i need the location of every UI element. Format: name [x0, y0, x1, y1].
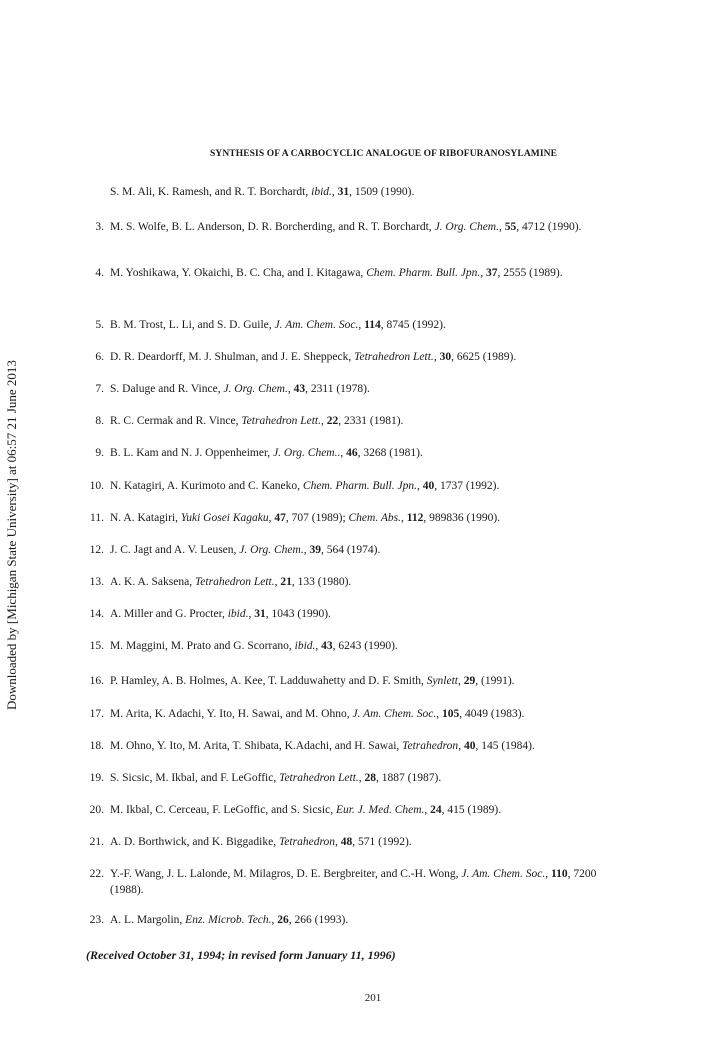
reference-text — [110, 219, 604, 235]
reference-number: 9. — [95, 447, 104, 459]
reference-number: 6. — [95, 351, 104, 363]
reference-number: 20. — [89, 804, 104, 816]
page-number: 201 — [364, 992, 382, 1004]
volume-number: 24 — [430, 804, 442, 816]
citation-text: , 8745 (1992). — [380, 319, 446, 331]
citation-text: , 4712 (1990). — [516, 221, 582, 233]
citation-text: , — [401, 512, 407, 524]
journal-name: Synlett — [426, 675, 458, 687]
volume-number: 37 — [485, 267, 498, 279]
reference-item — [84, 349, 604, 365]
volume-number: 30 — [439, 351, 452, 363]
reference-text — [110, 413, 604, 429]
citation-text: , 2331 (1981). — [338, 415, 404, 427]
reference-text — [110, 317, 604, 333]
citation-text: , 2311 (1978). — [305, 383, 370, 395]
volume-number: 28 — [364, 772, 377, 784]
reference-item — [84, 912, 604, 928]
citation-text: , 3268 (1981). — [357, 447, 423, 459]
reference-item — [84, 738, 604, 754]
reference-number: 15. — [89, 640, 104, 652]
reference-item — [84, 219, 604, 235]
reference-text — [110, 478, 604, 494]
journal-name: Tetrahedron Lett. — [194, 576, 275, 588]
reference-item — [84, 184, 604, 200]
journal-name: ibid. — [227, 608, 249, 620]
reference-item — [84, 265, 604, 281]
running-head: SYNTHESIS OF A CARBOCYCLIC ANALOGUE OF RIBOFURANOSYLAMINE — [210, 149, 558, 159]
citation-text: M. Ikbal, C. Cerceau, F. LeGoffic, and S. Sicsic, — [110, 804, 336, 816]
citation-text: , — [458, 740, 464, 752]
citation-text: S. M. Ali, K. Ramesh, and R. T. Borchardt, — [110, 186, 312, 198]
reference-item — [84, 317, 604, 333]
reference-number: 17. — [89, 708, 104, 720]
reference-item — [84, 866, 604, 898]
citation-text: , (1991). — [475, 675, 515, 687]
volume-number: 55 — [504, 221, 517, 233]
volume-number: 48 — [340, 836, 353, 848]
reference-number: 4. — [95, 267, 104, 279]
reference-number: 11. — [90, 512, 104, 524]
citation-text: , — [335, 836, 341, 848]
reference-text — [110, 574, 604, 590]
reference-item — [84, 413, 604, 429]
journal-name: J. Org. Chem. — [239, 544, 304, 556]
reference-text — [110, 738, 604, 754]
citation-text: M. Maggini, M. Prato and G. Scorrano, — [110, 640, 295, 652]
reference-text — [110, 349, 604, 365]
reference-text — [110, 706, 604, 722]
reference-text — [110, 510, 604, 526]
reference-item — [84, 706, 604, 722]
reference-text — [110, 673, 604, 689]
reference-text — [110, 445, 604, 461]
citation-text: , — [274, 576, 281, 588]
received-dates: (Received October 31, 1994; in revised form January 11, 1996) — [86, 948, 396, 962]
citation-text: , 1043 (1990). — [265, 608, 331, 620]
reference-item — [84, 606, 604, 622]
journal-name: Tetrahedron Lett. — [241, 415, 322, 427]
reference-number: 5. — [95, 319, 104, 331]
volume-number: 31 — [254, 608, 266, 620]
citation-text: , 145 (1984). — [475, 740, 535, 752]
citation-text: , — [248, 608, 255, 620]
journal-name: J. Org. Chem. — [223, 383, 288, 395]
reference-number: 7. — [95, 383, 104, 395]
reference-text — [110, 606, 604, 622]
reference-text — [110, 834, 604, 850]
journal-name: ibid. — [311, 186, 332, 198]
reference-number: 14. — [89, 608, 104, 620]
journal-name: J. Am. Chem. Soc. — [352, 708, 437, 720]
reference-number: 13. — [89, 576, 104, 588]
citation-text: N. A. Katagiri, — [110, 512, 181, 524]
citation-text: , 2555 (1989). — [497, 267, 563, 279]
citation-text: , — [433, 351, 440, 363]
reference-text — [110, 638, 604, 654]
volume-number: 112 — [406, 512, 424, 524]
journal-name: Yuki Gosei Kagaku — [180, 512, 269, 524]
citation-text: D. R. Deardorff, M. J. Shulman, and J. E. Sheppeck, — [110, 351, 355, 363]
reference-text — [110, 866, 604, 898]
reference-number: 19. — [89, 772, 104, 784]
citation-text: , — [480, 267, 486, 279]
reference-number: 22. — [89, 868, 104, 880]
journal-name: Eur. J. Med. Chem. — [335, 804, 425, 816]
citation-text: , 4049 (1983). — [459, 708, 525, 720]
citation-text: A. K. A. Saksena, — [110, 576, 195, 588]
reference-item — [84, 638, 604, 654]
reference-text — [110, 542, 604, 558]
citation-text: , — [498, 221, 505, 233]
reference-text — [110, 265, 604, 281]
reference-text — [110, 802, 604, 818]
citation-text: , — [416, 480, 423, 492]
citation-text: Y.-F. Wang, J. L. Lalonde, M. Milagros, D. E. Bergbreiter, and C.-H. Wong, — [110, 868, 462, 880]
citation-text: M. Arita, K. Adachi, Y. Ito, H. Sawai, and M. Ohno, — [110, 708, 353, 720]
citation-text: S. Daluge and R. Vince, — [110, 383, 224, 395]
citation-text: , 415 (1989). — [441, 804, 502, 816]
citation-text: , — [268, 512, 275, 524]
citation-text: A. D. Borthwick, and K. Biggadike, — [110, 836, 279, 848]
volume-number: 29 — [463, 675, 476, 687]
citation-text: , — [458, 675, 464, 687]
volume-number: 105 — [442, 708, 460, 720]
reference-text — [110, 912, 604, 928]
reference-number: 3. — [95, 221, 104, 233]
citation-text: R. C. Cermak and R. Vince, — [110, 415, 242, 427]
reference-number: 23. — [89, 914, 104, 926]
citation-text: N. Katagiri, A. Kurimoto and C. Kaneko, — [110, 480, 303, 492]
citation-text: , — [358, 772, 365, 784]
journal-name: Enz. Microb. Tech. — [185, 914, 272, 926]
journal-name: Tetrahedron Lett. — [354, 351, 434, 363]
journal-name: ibid. — [294, 640, 316, 652]
volume-number: 47 — [274, 512, 286, 524]
reference-item — [84, 478, 604, 494]
citation-text: , 6243 (1990). — [332, 640, 398, 652]
citation-text: , 266 (1993). — [288, 914, 349, 926]
citation-text: B. L. Kam and N. J. Oppenheimer, — [110, 447, 274, 459]
reference-number: 8. — [95, 415, 104, 427]
volume-number: 21 — [280, 576, 292, 588]
citation-text: , 564 (1974). — [320, 544, 381, 556]
citation-text: , — [321, 415, 327, 427]
journal-name: J. Am. Chem. Soc. — [274, 319, 359, 331]
journal-name: Tetrahedron — [402, 740, 459, 752]
journal-name: Tetrahedron — [278, 836, 335, 848]
citation-text: P. Hamley, A. B. Holmes, A. Kee, T. Ladduwahetty and D. F. Smith, — [110, 675, 427, 687]
reference-item — [84, 510, 604, 526]
volume-number: 26 — [277, 914, 289, 926]
citation-text: , 571 (1992). — [352, 836, 412, 848]
volume-number: 31 — [337, 186, 350, 198]
citation-text: M. Ohno, Y. Ito, M. Arita, T. Shibata, K.Adachi, and H. Sawai, — [110, 740, 403, 752]
citation-text: , 6625 (1989). — [451, 351, 517, 363]
volume-number: 40 — [422, 480, 435, 492]
volume-number: 43 — [321, 640, 333, 652]
reference-item — [84, 381, 604, 397]
journal-name: J. Am. Chem. Soc. — [461, 868, 546, 880]
journal-name: Tetrahedron Lett. — [279, 772, 359, 784]
volume-number: 114 — [364, 319, 381, 331]
citation-text: , — [315, 640, 322, 652]
reference-number: 16. — [89, 675, 104, 687]
citation-text: , 707 (1989); — [285, 512, 349, 524]
journal-name: Chem. Pharm. Bull. Jpn. — [302, 480, 417, 492]
citation-text: , 989836 (1990). — [423, 512, 501, 524]
citation-text: A. Miller and G. Procter, — [110, 608, 228, 620]
journal-name: Chem. Abs. — [348, 512, 402, 524]
reference-item — [84, 802, 604, 818]
volume-number: 43 — [293, 383, 306, 395]
citation-text: , — [331, 186, 338, 198]
citation-text: , — [424, 804, 431, 816]
citation-text: J. C. Jagt and A. V. Leusen, — [110, 544, 240, 556]
citation-text: , 7200 (1988). — [110, 868, 597, 896]
journal-name: Chem. Pharm. Bull. Jpn. — [366, 267, 481, 279]
citation-text: , — [545, 868, 551, 880]
citation-text: B. M. Trost, L. Li, and S. D. Guile, — [110, 319, 275, 331]
volume-number: 39 — [309, 544, 321, 556]
reference-item — [84, 673, 604, 689]
citation-text: , 1737 (1992). — [434, 480, 500, 492]
volume-number: 40 — [463, 740, 476, 752]
download-watermark: Downloaded by [Michigan State University] at 06:57 21 June 2013 — [4, 360, 19, 710]
reference-number: 21. — [89, 836, 104, 848]
reference-number: 18. — [89, 740, 104, 752]
citation-text: , 133 (1980). — [291, 576, 352, 588]
reference-item — [84, 770, 604, 786]
reference-item — [84, 542, 604, 558]
citation-text: , — [340, 447, 347, 459]
citation-text: , — [287, 383, 294, 395]
reference-item — [84, 445, 604, 461]
citation-text: A. L. Margolin, — [110, 914, 186, 926]
citation-text: M. Yoshikawa, Y. Okaichi, B. C. Cha, and I. Kitagawa, — [110, 267, 367, 279]
reference-text — [110, 184, 604, 200]
citation-text: , — [271, 914, 278, 926]
volume-number: 110 — [550, 868, 568, 880]
journal-name: J. Org. Chem.. — [273, 447, 341, 459]
reference-item — [84, 574, 604, 590]
volume-number: 46 — [346, 447, 358, 459]
citation-text: , 1509 (1990). — [349, 186, 415, 198]
citation-text: , — [436, 708, 442, 720]
citation-text: S. Sicsic, M. Ikbal, and F. LeGoffic, — [110, 772, 280, 784]
reference-number: 12. — [89, 544, 104, 556]
reference-text — [110, 381, 604, 397]
reference-text — [110, 770, 604, 786]
volume-number: 22 — [326, 415, 339, 427]
citation-text: , — [303, 544, 310, 556]
citation-text: M. S. Wolfe, B. L. Anderson, D. R. Borcherding, and R. T. Borchardt, — [110, 221, 435, 233]
reference-item — [84, 834, 604, 850]
journal-name: J. Org. Chem. — [434, 221, 499, 233]
citation-text: , — [358, 319, 365, 331]
reference-number: 10. — [89, 480, 104, 492]
citation-text: , 1887 (1987). — [376, 772, 442, 784]
